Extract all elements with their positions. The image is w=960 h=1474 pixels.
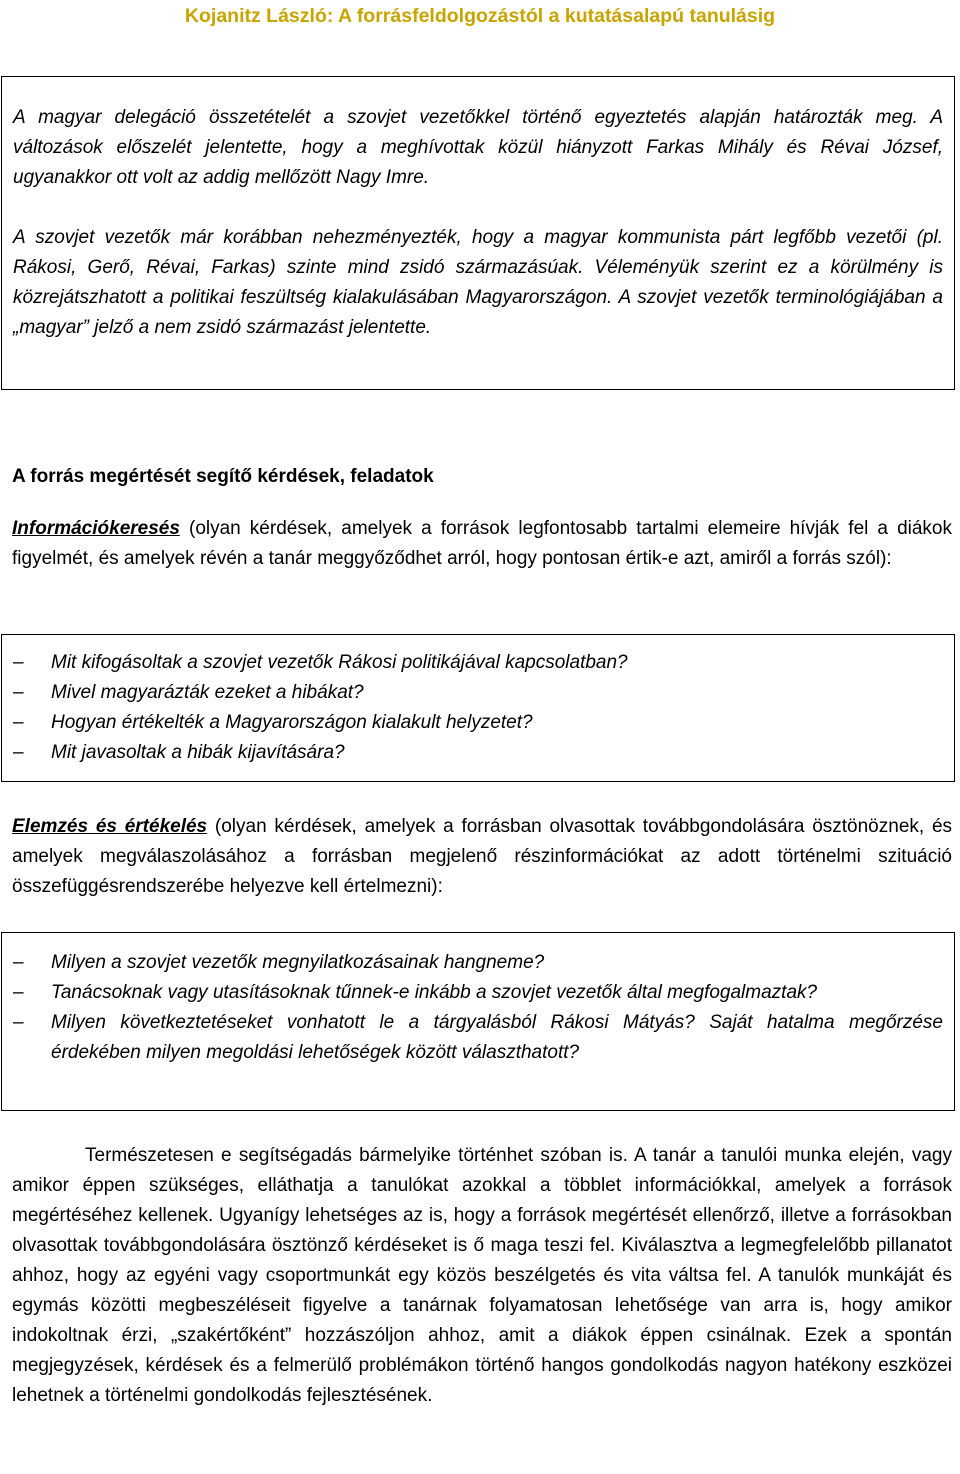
info-search-question-list xyxy=(13,648,943,768)
closing-paragraph: Természetesen e segítségadás bármelyike történhet szóban is. A tanár a tanulói munka elején, vagy amikor éppen szükséges, elláthatja a tanulókat azokkal a többlet információkkal, amelyek a források megértéséhez kellenek. Ugyanígy lehetséges az is, hogy a források megértését ellenőrző, illetve a forrásokban olvasottak továbbgondolására ösztönző kérdéseket is ő maga teszi fel. Kiválasztva a legmegfelelőbb pillanatot ahhoz, hogy az egyéni vagy csoportmunkát egy közös beszélgetés és vita váltsa fel. A tanulók munkáját és egymás közötti megbeszéléseit figyelve a tanárnak folyamatosan lehetősége van arra is, hogy amikor indokoltnak érzi, „szakértőként” hozzászóljon ahhoz, amit a diákok éppen csinálnak. Ezek a spontán megjegyzések, kérdések és a felmerülő problémákon történő hangos gondolkodás nagyon hatékony eszközei lehetnek a történelmi gondolkodás fejlesztésének. xyxy=(12,1145,952,1406)
info-search-questions-box xyxy=(1,634,955,782)
question-item: – Hogyan értékelték a Magyarországon kialakult helyzetet? xyxy=(13,708,943,738)
info-search-label: Információkeresés xyxy=(12,518,180,539)
question-item: – Milyen a szovjet vezetők megnyilatkozásainak hangneme? xyxy=(13,948,943,978)
question-item: – Milyen következtetéseket vonhatott le a tárgyalásból Rákosi Mátyás? Saját hatalma megőrzése érdekében milyen megoldási lehetőségek között választhatott? xyxy=(13,1008,943,1068)
quote-paragraph-1: A magyar delegáció összetételét a szovjet vezetőkkel történő egyeztetés alapján határozták meg. A változások előszelét jelentette, hogy a meghívottak közül hiányzott Farkas Mihály és Révai József, ugyanakkor ott volt az addig mellőzött Nagy Imre. xyxy=(13,107,943,188)
info-search-intro xyxy=(12,514,952,574)
question-item: – Mit kifogásoltak a szovjet vezetők Rákosi politikájával kapcsolatban? xyxy=(13,648,943,678)
question-item: – Mivel magyarázták ezeket a hibákat? xyxy=(13,678,943,708)
section-title: A forrás megértését segítő kérdések, feladatok xyxy=(12,466,434,487)
info-search-text: (olyan kérdések, amelyek a források legfontosabb tartalmi elemeire hívják fel a diákok figyelmét, és amelyek révén a tanár meggyőződhet arról, hogy pontosan értik-e azt, amiről a forrás szól): xyxy=(12,518,952,569)
analysis-intro xyxy=(12,812,952,902)
analysis-question-list xyxy=(13,948,943,1068)
question-item: – Mit javasoltak a hibák kijavítására? xyxy=(13,738,943,768)
source-quote-box xyxy=(1,76,955,390)
analysis-questions-box xyxy=(1,932,955,1111)
question-item: – Tanácsoknak vagy utasításoknak tűnnek-e inkább a szovjet vezetők által megfogalmaztak? xyxy=(13,978,943,1008)
page-header-title: Kojanitz László: A forrásfeldolgozástól a kutatásalapú tanulásig xyxy=(184,5,776,27)
quote-paragraph-2: A szovjet vezetők már korábban nehezményezték, hogy a magyar kommunista párt legfőbb vezetői (pl. Rákosi, Gerő, Révai, Farkas) szinte mind zsidó származásúak. Véleményük szerint ez a körülmény is közrejátszhatott a politikai feszültség kialakulásában Magyarországon. A szovjet vezetők terminológiájában a „magyar” jelző a nem zsidó származást jelentette. xyxy=(13,227,943,338)
analysis-text: (olyan kérdések, amelyek a forrásban olvasottak továbbgondolására ösztönöznek, és amelyek megválaszolásához a forrásban megjelenő részinformációkat az adott történelmi szituáció összefüggésrendszerébe helyezve kell értelmezni): xyxy=(12,816,953,897)
analysis-label: Elemzés és értékelés xyxy=(12,816,208,837)
